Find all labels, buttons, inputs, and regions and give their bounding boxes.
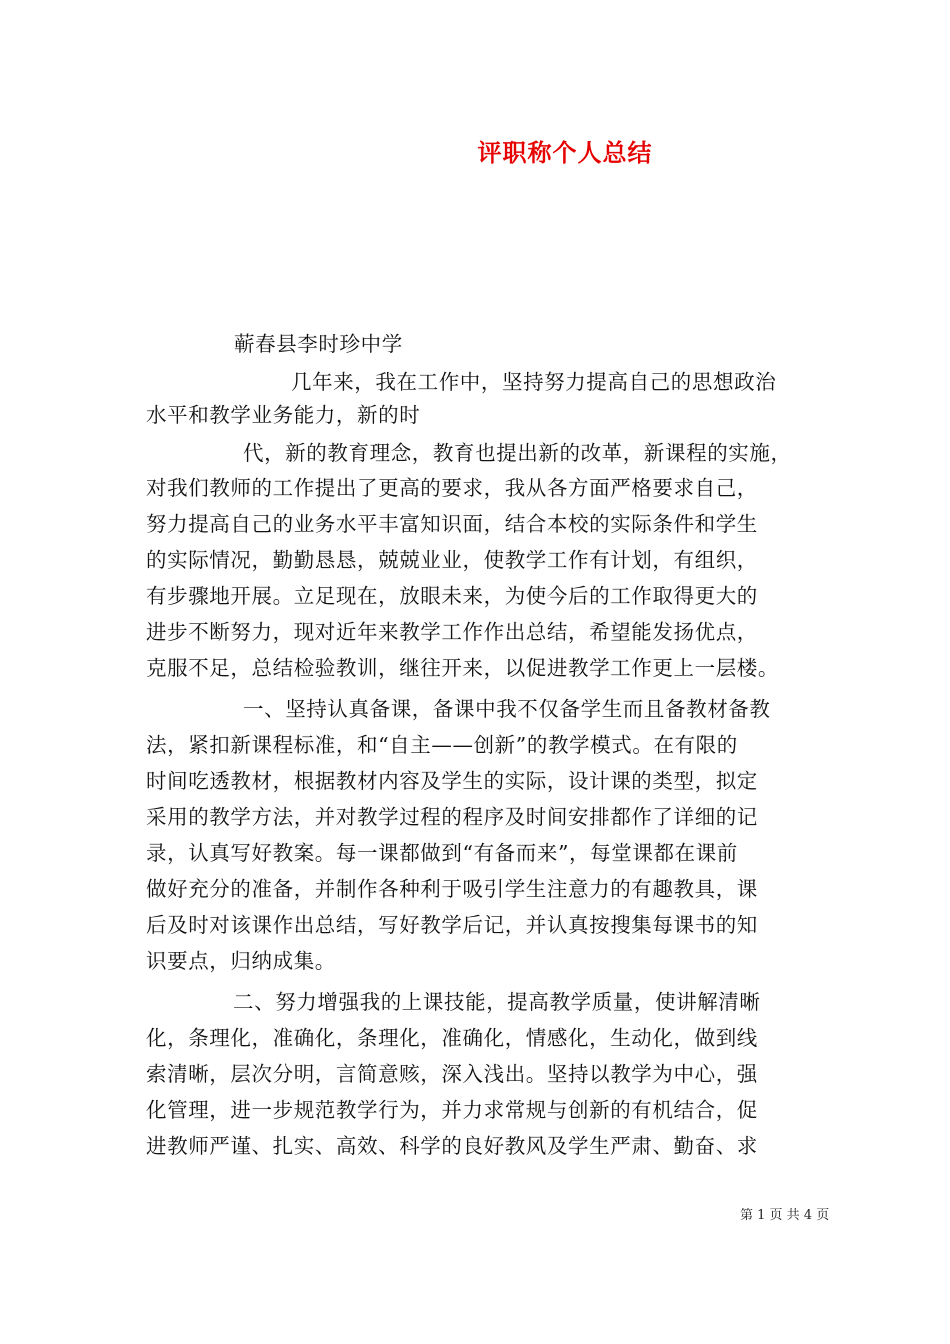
body-line: 做好充分的准备，并制作各种利于吸引学生注意力的有趣教具，课 bbox=[146, 877, 758, 901]
body-line: 对我们教师的工作提出了更高的要求，我从各方面严格要求自己， bbox=[146, 476, 758, 500]
body-line: 识要点，归纳成集。 bbox=[146, 949, 336, 973]
body-line: 一、坚持认真备课，备课中我不仅备学生而且备教材备教 bbox=[243, 697, 771, 721]
body-line: 有步骤地开展。立足现在，放眼未来，为使今后的工作取得更大的 bbox=[146, 584, 758, 608]
body-line: 录，认真写好教案。每一课都做到“有备而来”，每堂课都在课前 bbox=[146, 841, 738, 865]
body-line: 的实际情况，勤勤恳恳，兢兢业业，使教学工作有计划，有组织， bbox=[146, 548, 758, 572]
body-line: 克服不足，总结检验教训，继往开来，以促进教学工作更上一层楼。 bbox=[146, 656, 779, 680]
body-line: 化，条理化，准确化，条理化，准确化，情感化，生动化，做到线 bbox=[146, 1026, 758, 1050]
document-title: 评职称个人总结 bbox=[477, 138, 653, 167]
school-name: 蕲春县李时珍中学 bbox=[234, 332, 403, 356]
body-line: 进教师严谨、扎实、高效、科学的良好教风及学生严肃、勤奋、求 bbox=[146, 1134, 758, 1158]
body-line: 二、努力增强我的上课技能，提高教学质量，使讲解清晰 bbox=[233, 990, 761, 1014]
body-line: 法，紧扣新课程标准，和“自主——创新”的教学模式。在有限的 bbox=[146, 733, 738, 757]
body-line: 进步不断努力，现对近年来教学工作作出总结，希望能发扬优点， bbox=[146, 620, 758, 644]
body-line: 努力提高自己的业务水平丰富知识面，结合本校的实际条件和学生 bbox=[146, 512, 758, 536]
body-line: 采用的教学方法，并对教学过程的程序及时间安排都作了详细的记 bbox=[146, 805, 758, 829]
body-line: 后及时对该课作出总结，写好教学后记，并认真按搜集每课书的知 bbox=[146, 913, 758, 937]
body-line: 水平和教学业务能力，新的时 bbox=[146, 403, 421, 427]
body-line: 索清晰，层次分明，言简意赅，深入浅出。坚持以教学为中心，强 bbox=[146, 1062, 758, 1086]
body-line: 时间吃透教材，根据教材内容及学生的实际，设计课的类型，拟定 bbox=[146, 769, 758, 793]
body-line: 几年来，我在工作中，坚持努力提高自己的思想政治 bbox=[291, 370, 777, 394]
page-number: 第 1 页 共 4 页 bbox=[740, 1208, 830, 1223]
body-line: 代，新的教育理念，教育也提出新的改革，新课程的实施， bbox=[243, 441, 792, 465]
body-line: 化管理，进一步规范教学行为，并力求常规与创新的有机结合，促 bbox=[146, 1098, 758, 1122]
